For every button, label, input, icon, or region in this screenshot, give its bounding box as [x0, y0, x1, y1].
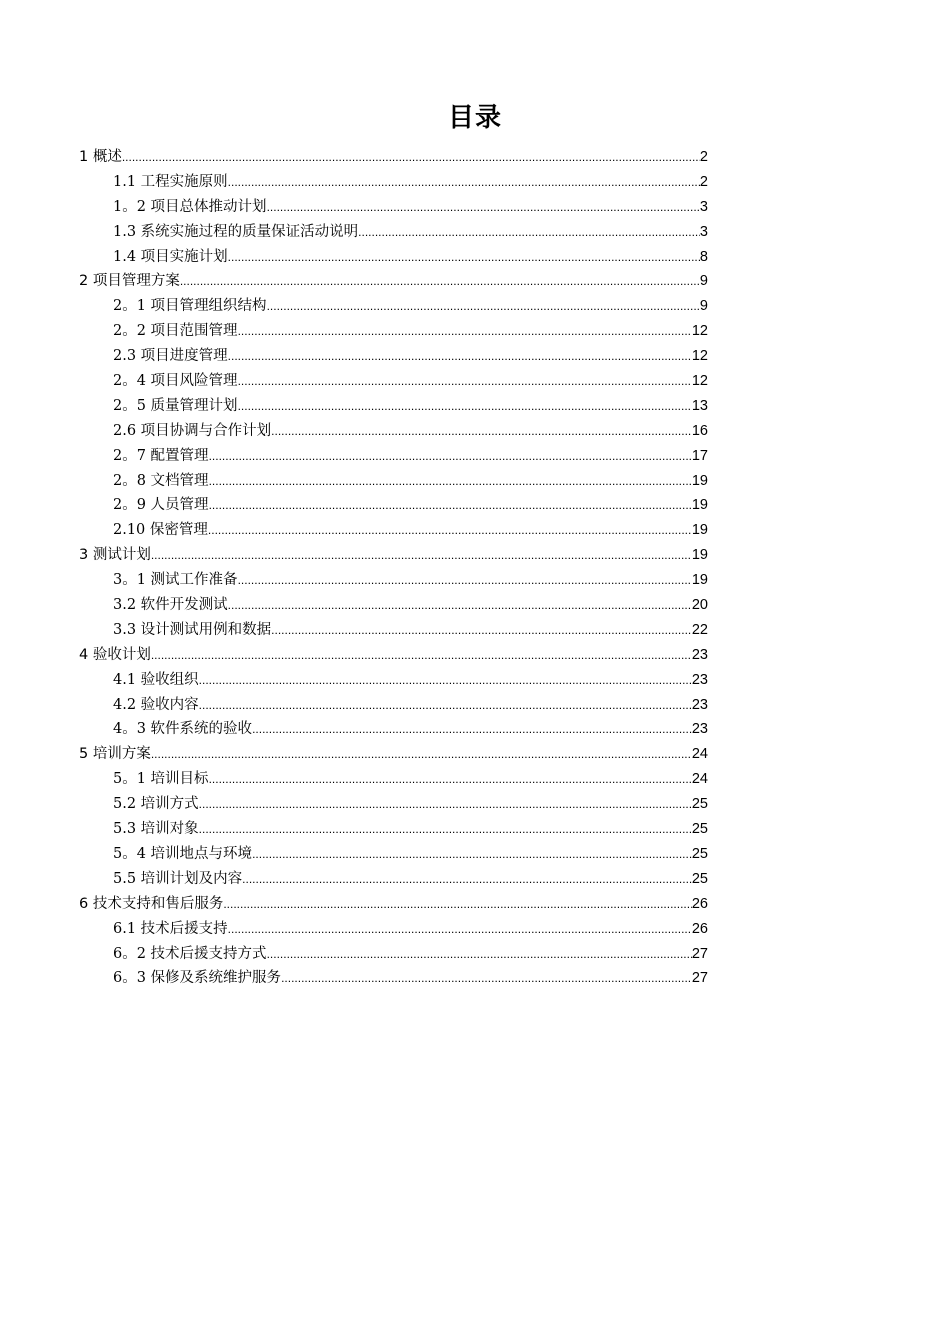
toc-dot-leader	[151, 643, 692, 668]
toc-page-number: 25	[691, 845, 708, 862]
toc-section-entry[interactable]	[79, 170, 708, 195]
toc-page-number: 23	[691, 671, 708, 688]
toc-page-number: 2	[699, 173, 708, 190]
toc-section-entry[interactable]	[79, 817, 708, 842]
toc-section-entry[interactable]	[79, 469, 708, 494]
toc-section-entry[interactable]	[79, 419, 708, 444]
toc-page-number: 23	[691, 696, 708, 713]
toc-dot-leader	[238, 394, 692, 419]
toc-dot-leader	[252, 717, 692, 742]
toc-entry-title: 6 技术支持和售后服务	[79, 895, 224, 912]
toc-dot-leader	[281, 966, 692, 991]
toc-entry-title: 1.4 项目实施计划	[113, 248, 228, 265]
toc-dot-leader	[228, 917, 692, 942]
toc-page-number: 8	[699, 248, 708, 265]
toc-page-number: 25	[691, 870, 708, 887]
toc-dot-leader	[209, 444, 692, 469]
toc-dot-leader	[271, 618, 692, 643]
toc-section-entry[interactable]	[79, 668, 708, 693]
toc-section-entry[interactable]	[79, 767, 708, 792]
toc-section-entry[interactable]	[79, 917, 708, 942]
toc-entry-title: 4 验收计划	[79, 646, 151, 663]
toc-section-entry[interactable]	[79, 394, 708, 419]
toc-dot-leader	[208, 518, 692, 543]
toc-chapter-entry[interactable]	[79, 892, 708, 917]
toc-entry-title: 2 项目管理方案	[79, 273, 180, 290]
toc-entry-title: 2.6 项目协调与合作计划	[113, 422, 272, 439]
toc-entry-title: 2。7 配置管理	[113, 447, 209, 464]
toc-section-entry[interactable]	[79, 717, 708, 742]
toc-section-entry[interactable]	[79, 518, 708, 543]
toc-section-entry[interactable]	[79, 593, 708, 618]
toc-dot-leader	[209, 493, 692, 518]
toc-dot-leader	[228, 170, 700, 195]
toc-page-number: 24	[691, 771, 708, 788]
toc-entry-title: 6。3 保修及系统维护服务	[113, 970, 282, 987]
toc-dot-leader	[271, 419, 692, 444]
toc-dot-leader	[199, 693, 692, 718]
toc-entry-title: 1。2 项目总体推动计划	[113, 198, 267, 215]
toc-entry-title: 2。4 项目风险管理	[113, 373, 238, 390]
toc-dot-leader	[209, 469, 692, 494]
toc-dot-leader	[223, 892, 692, 917]
toc-dot-leader	[151, 543, 692, 568]
toc-section-entry[interactable]	[79, 245, 708, 270]
toc-entry-title: 3.3 设计测试用例和数据	[113, 621, 272, 638]
toc-dot-leader	[242, 867, 692, 892]
toc-dot-leader	[151, 742, 692, 767]
toc-chapter-entry[interactable]	[79, 643, 708, 668]
toc-dot-leader	[228, 344, 692, 369]
toc-entry-title: 5.3 培训对象	[113, 821, 199, 838]
toc-page-number: 12	[691, 348, 708, 365]
toc-chapter-entry[interactable]	[79, 543, 708, 568]
toc-entry-title: 1.3 系统实施过程的质量保证活动说明	[113, 223, 359, 240]
toc-dot-leader	[199, 668, 692, 693]
toc-page-number: 12	[691, 373, 708, 390]
toc-page-number: 16	[691, 422, 708, 439]
toc-page-number: 19	[691, 472, 708, 489]
toc-page-number: 13	[691, 397, 708, 414]
toc-entry-title: 5。4 培训地点与环境	[113, 845, 253, 862]
toc-dot-leader	[267, 942, 692, 967]
toc-entry-title: 6.1 技术后援支持	[113, 920, 228, 937]
toc-chapter-entry[interactable]	[79, 145, 708, 170]
toc-page-number: 26	[691, 895, 708, 912]
toc-page-number: 17	[691, 447, 708, 464]
toc-page-number: 25	[691, 821, 708, 838]
toc-section-entry[interactable]	[79, 294, 708, 319]
toc-title: 目录	[447, 103, 502, 133]
toc-page-number: 2	[699, 149, 708, 165]
toc-page-number: 19	[691, 572, 708, 589]
toc-page-number: 22	[691, 621, 708, 638]
toc-page-number: 24	[691, 746, 708, 763]
toc-dot-leader	[252, 842, 692, 867]
toc-section-entry[interactable]	[79, 369, 708, 394]
toc-section-entry[interactable]	[79, 942, 708, 967]
toc-section-entry[interactable]	[79, 867, 708, 892]
toc-section-entry[interactable]	[79, 568, 708, 593]
toc-dot-leader	[267, 195, 700, 220]
toc-section-entry[interactable]	[79, 693, 708, 718]
toc-entry-title: 1 概述	[79, 149, 122, 165]
toc-entry-title: 2.10 保密管理	[113, 522, 208, 539]
toc-section-entry[interactable]	[79, 792, 708, 817]
toc-entry-title: 3 测试计划	[79, 547, 151, 564]
toc-page-number: 23	[691, 646, 708, 663]
toc-entry-title: 5 培训方案	[79, 746, 151, 763]
toc-page-number: 19	[691, 497, 708, 514]
toc-dot-leader	[238, 568, 692, 593]
toc-page-number: 3	[699, 223, 708, 240]
toc-page-number: 9	[699, 273, 708, 290]
toc-section-entry[interactable]	[79, 195, 708, 220]
toc-section-entry[interactable]	[79, 842, 708, 867]
toc-dot-leader	[228, 245, 700, 270]
toc-page-number: 9	[699, 298, 708, 315]
toc-entry-title: 2。2 项目范围管理	[113, 323, 238, 340]
toc-dot-leader	[122, 145, 700, 170]
toc-entry-title: 4。3 软件系统的验收	[113, 721, 253, 738]
toc-entry-title: 4.2 验收内容	[113, 696, 199, 713]
toc-entry-title: 4.1 验收组织	[113, 671, 199, 688]
toc-page-number: 25	[691, 796, 708, 813]
toc-dot-leader	[199, 817, 692, 842]
toc-dot-leader	[238, 319, 692, 344]
toc-entry-title: 2.3 项目进度管理	[113, 348, 228, 365]
toc-section-entry[interactable]	[79, 444, 708, 469]
toc-dot-leader	[238, 369, 692, 394]
toc-chapter-entry[interactable]	[79, 269, 708, 294]
toc-entry-title: 2。8 文档管理	[113, 472, 209, 489]
toc-entry-title: 5。1 培训目标	[113, 771, 209, 788]
toc-section-entry[interactable]	[79, 966, 708, 991]
toc-section-entry[interactable]	[79, 319, 708, 344]
toc-dot-leader	[180, 269, 700, 294]
toc-page-number: 27	[691, 970, 708, 987]
toc-page-number: 19	[691, 547, 708, 564]
toc-dot-leader	[209, 767, 692, 792]
toc-chapter-entry[interactable]	[79, 742, 708, 767]
toc-dot-leader	[228, 593, 692, 618]
toc-section-entry[interactable]	[79, 618, 708, 643]
toc-page-number: 26	[691, 920, 708, 937]
toc-entry-title: 6。2 技术后援支持方式	[113, 945, 267, 962]
toc-entry-title: 5.2 培训方式	[113, 796, 199, 813]
toc-page-number: 27	[691, 945, 708, 962]
toc-section-entry[interactable]	[79, 344, 708, 369]
toc-entry-title: 1.1 工程实施原则	[113, 173, 228, 190]
toc-dot-leader	[358, 220, 700, 245]
toc-page-number: 20	[691, 597, 708, 614]
toc-entry-title: 3。1 测试工作准备	[113, 572, 238, 589]
toc-entry-title: 2。9 人员管理	[113, 497, 209, 514]
toc-page-number: 12	[691, 323, 708, 340]
toc-entry-title: 2。5 质量管理计划	[113, 397, 238, 414]
toc-page-number: 19	[691, 522, 708, 539]
toc-section-entry[interactable]	[79, 493, 708, 518]
toc-list	[79, 145, 708, 991]
toc-entry-title: 3.2 软件开发测试	[113, 597, 228, 614]
toc-dot-leader	[199, 792, 692, 817]
toc-entry-title: 5.5 培训计划及内容	[113, 870, 243, 887]
toc-dot-leader	[267, 294, 700, 319]
toc-section-entry[interactable]	[79, 220, 708, 245]
toc-entry-title: 2。1 项目管理组织结构	[113, 298, 267, 315]
toc-page-number: 3	[699, 198, 708, 215]
toc-page-number: 23	[691, 721, 708, 738]
